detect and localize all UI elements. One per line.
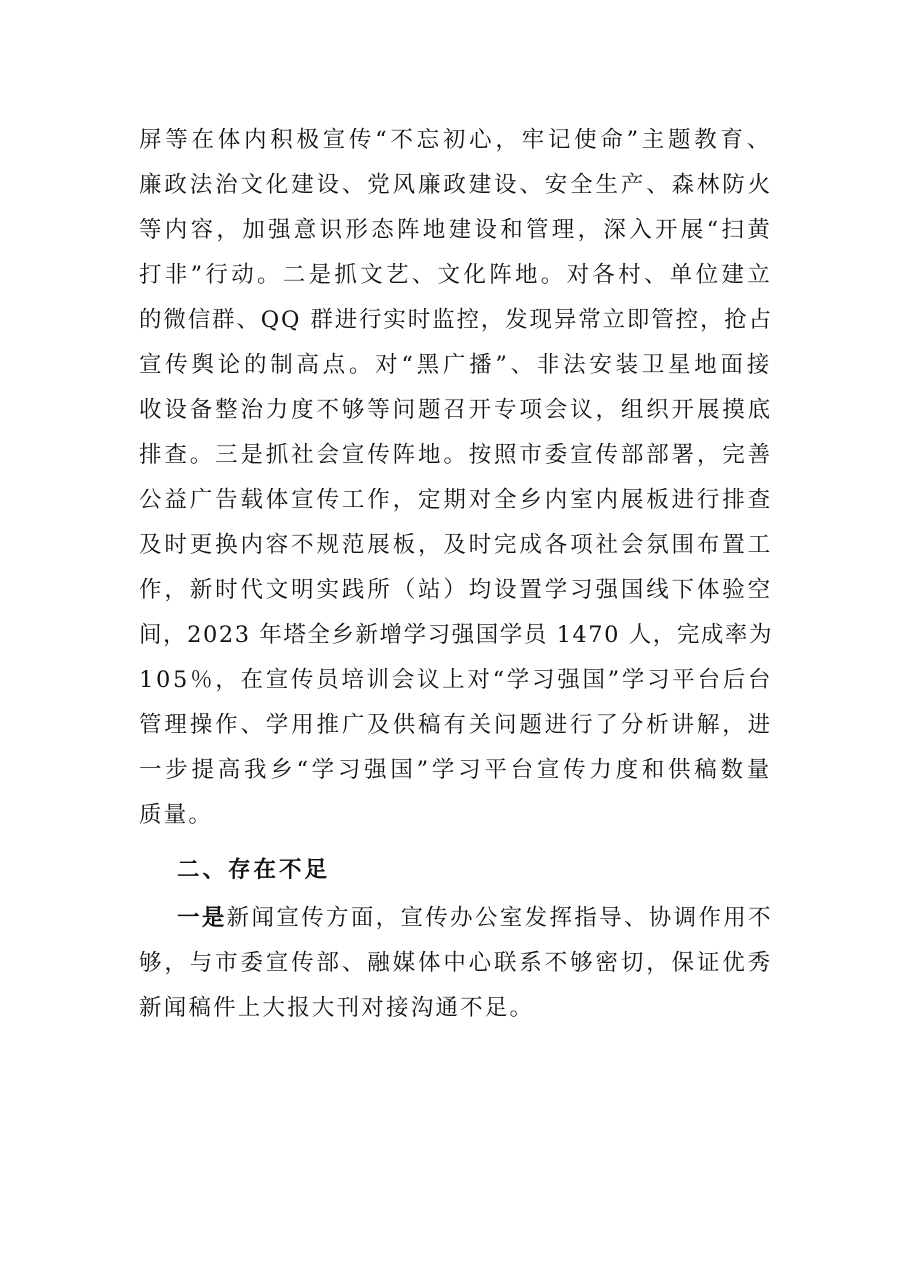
paragraph-line: 够，与市委宣传部、融媒体中心联系不够密切，保证优秀 <box>139 950 774 976</box>
paragraph-line: 的微信群、QQ 群进行实时监控，发现异常立即管控，抢占 <box>139 307 773 333</box>
paragraph-line: 间，2023 年塔全乡新增学习强国学员 1470 人，完成率为 <box>139 622 774 648</box>
paragraph-line: 打非”行动。二是抓文艺、文化阵地。对各村、单位建立 <box>139 262 774 288</box>
paragraph-line: 排查。三是抓社会宣传阵地。按照市委宣传部部署，完善 <box>139 442 774 468</box>
paragraph-line: 屏等在体内积极宣传“不忘初心，牢记使命”主题教育、 <box>139 127 774 153</box>
paragraph-line-text: 新闻宣传方面，宣传办公室发挥指导、协调作用不 <box>226 905 773 931</box>
paragraph-line: 廉政法治文化建设、党风廉政建设、安全生产、森林防火 <box>139 172 774 198</box>
document-body <box>139 118 773 1031</box>
paragraph-line: 等内容，加强意识形态阵地建设和管理，深入开展“扫黄 <box>139 217 774 243</box>
paragraph-line: 公益广告载体宣传工作，定期对全乡内室内展板进行排查 <box>139 487 774 513</box>
paragraph-line: 质量。 <box>139 802 214 828</box>
paragraph-2 <box>139 896 773 1031</box>
paragraph-line: 收设备整治力度不够等问题召开专项会议，组织开展摸底 <box>139 397 774 423</box>
paragraph-1 <box>139 118 773 838</box>
paragraph-line: 105％，在宣传员培训会议上对“学习强国”学习平台后台 <box>139 667 774 693</box>
paragraph-line: 管理操作、学用推广及供稿有关问题进行了分析讲解，进 <box>139 712 774 738</box>
paragraph-line: 作，新时代文明实践所（站）均设置学习强国线下体验空 <box>139 577 774 603</box>
paragraph-line: 宣传舆论的制高点。对“黑广播”、非法安装卫星地面接 <box>139 352 774 378</box>
paragraph-line: 及时更换内容不规范展板，及时完成各项社会氛围布置工 <box>139 532 774 558</box>
section-heading: 二、存在不足 <box>177 857 331 883</box>
paragraph-line: 一步提高我乡“学习强国”学习平台宣传力度和供稿数量 <box>139 757 774 783</box>
paragraph-lead: 一是 <box>177 905 227 931</box>
paragraph-line: 新闻稿件上大报大刊对接沟通不足。 <box>139 995 535 1021</box>
paragraph-first-line <box>139 896 773 941</box>
